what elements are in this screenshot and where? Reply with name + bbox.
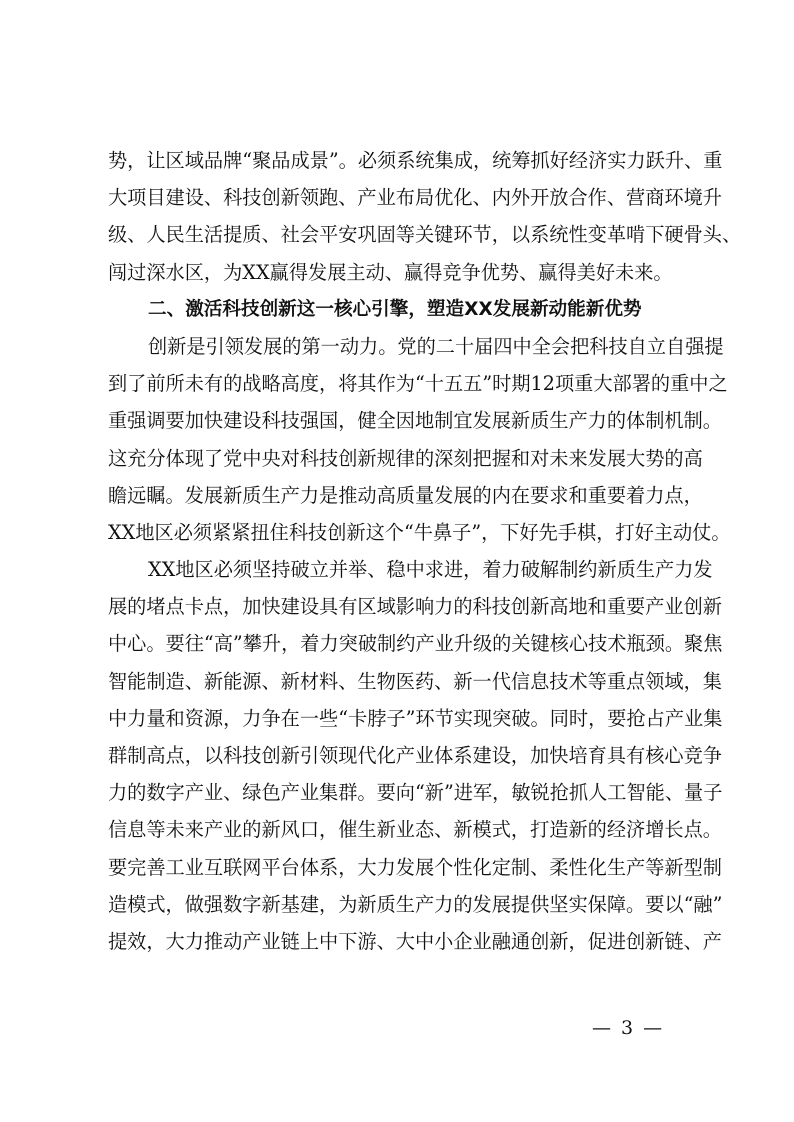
- paragraph-line: 要完善工业互联网平台体系，大力发展个性化定制、柔性化生产等新型制: [108, 855, 722, 879]
- paragraph-line: 闯过深水区，为XX赢得发展主动、赢得竞争优势、赢得美好未来。: [108, 260, 673, 284]
- paragraph-line: 大项目建设、科技创新领跑、产业布局优化、内外开放合作、营商环境升: [108, 186, 722, 210]
- paragraph-line: XX地区必须坚持破立并举、稳中求进，着力破解制约新质生产力发: [148, 558, 713, 582]
- paragraph-line: 创新是引领发展的第一动力。党的二十届四中全会把科技自立自强提: [148, 334, 724, 358]
- paragraph-line: 这充分体现了党中央对科技创新规律的深刻把握和对未来发展大势的高: [108, 446, 703, 470]
- paragraph-line: 级、人民生活提质、社会平安巩固等关键环节，以系统性变革啃下硬骨头、: [108, 223, 742, 247]
- document-page: [108, 142, 742, 960]
- paragraph-line: 造模式，做强数字新基建，为新质生产力的发展提供坚实保障。要以“融”: [108, 892, 723, 916]
- paragraph-line: XX地区必须紧紧扭住科技创新这个“牛鼻子”，下好先手棋，打好主动仗。: [108, 520, 731, 544]
- paragraph-line: 力的数字产业、绿色产业集群。要向“新”进军，敏锐抢抓人工智能、量子: [108, 781, 723, 805]
- paragraph-line: 到了前所未有的战略高度，将其作为“十五五”时期12项重大部署的重中之: [108, 372, 728, 396]
- paragraph-line: 提效，大力推动产业链上中下游、大中小企业融通创新，促进创新链、产: [108, 929, 722, 953]
- page-number: — 3 —: [592, 1017, 665, 1039]
- section-heading: 二、激活科技创新这一核心引擎，塑造XX发展新动能新优势: [148, 298, 642, 320]
- paragraph-line: 智能制造、新能源、新材料、生物医药、新一代信息技术等重点领域，集: [108, 669, 722, 693]
- paragraph-line: 重强调要加快建设科技强国，健全因地制宜发展新质生产力的体制机制。: [108, 409, 722, 433]
- paragraph-line: 群制高点，以科技创新引领现代化产业体系建设，加快培育具有核心竞争: [108, 744, 722, 767]
- paragraph-line: 瞻远瞩。发展新质生产力是推动高质量发展的内在要求和重要着力点，: [108, 483, 703, 507]
- paragraph-line: 展的堵点卡点，加快建设具有区域影响力的科技创新高地和重要产业创新: [108, 595, 722, 619]
- paragraph-line: 中心。要往“高”攀升，着力突破制约产业升级的关键核心技术瓶颈。聚焦: [108, 632, 723, 656]
- paragraph-line: 势，让区域品牌“聚品成景”。必须系统集成，统筹抓好经济实力跃升、重: [108, 149, 723, 172]
- paragraph-line: 中力量和资源，力争在一些“卡脖子”环节实现突破。同时，要抢占产业集: [108, 706, 723, 730]
- paragraph-line: 信息等未来产业的新风口，催生新业态、新模式，打造新的经济增长点。: [108, 818, 722, 842]
